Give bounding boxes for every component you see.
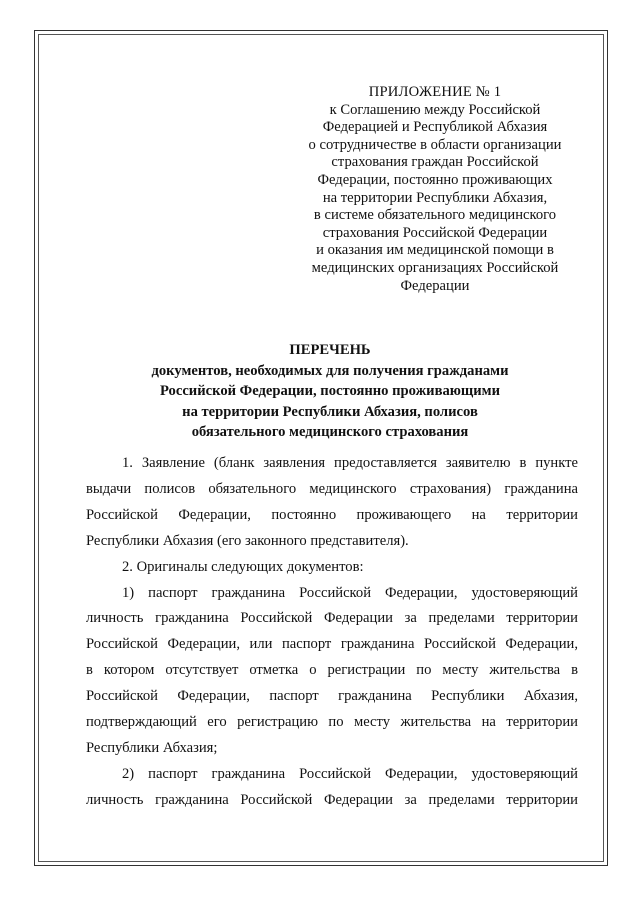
body-line: выдачи полисов обязательного медицинского страхования) гражданина (86, 480, 578, 497)
annex-line: страхования граждан Российской (331, 154, 539, 171)
body-line: Российской Федерации, или паспорт гражданина Российской Федерации, (86, 636, 578, 653)
annex-line: страхования Российской Федерации (322, 224, 548, 241)
body-line: 2) паспорт гражданина Российской Федерации, удостоверяющий (122, 765, 578, 782)
body-line: 2. Оригиналы следующих документов: (122, 558, 364, 575)
annex-line: Федерации (400, 277, 470, 294)
heading-line: документов, необходимых для получения гражданами (151, 362, 509, 379)
annex-title: ПРИЛОЖЕНИЕ № 1 (368, 84, 502, 100)
heading-line: Российской Федерации, постоянно проживающими (160, 383, 500, 399)
body-line: Республики Абхазия; (86, 739, 218, 756)
annex-line: и оказания им медицинской помощи в (316, 242, 554, 259)
body-line: Российской Федерации, постоянно проживающего на территории (86, 506, 578, 523)
body-line: в котором отсутствует отметка о регистрации по месту жительства в (86, 662, 578, 679)
annex-line: на территории Республики Абхазия, (322, 189, 548, 206)
heading-line: на территории Республики Абхазия, полисов (182, 403, 478, 420)
annex-line: медицинских организациях Российской (311, 259, 559, 276)
heading-line: обязательного медицинского страхования (191, 424, 469, 440)
body-line: Республики Абхазия (его законного представителя). (86, 532, 409, 549)
body-line: 1. Заявление (бланк заявления предоставляется заявителю в пункте (122, 455, 578, 471)
body-line: подтверждающий его регистрацию по месту жительства на территории (86, 714, 578, 731)
annex-line: Федерации, постоянно проживающих (317, 171, 553, 188)
annex-line: Федерацией и Республикой Абхазия (322, 119, 548, 136)
document-body (86, 451, 578, 814)
body-line: личность гражданина Российской Федерации за пределами территории (86, 791, 578, 808)
annex-line: к Соглашению между Российской (329, 101, 541, 118)
annex-block (300, 84, 570, 295)
annex-line: в системе обязательного медицинского (313, 207, 557, 224)
heading-title: ПЕРЕЧЕНЬ (289, 342, 371, 358)
body-line: Российской Федерации, паспорт гражданина Республики Абхазия, (86, 688, 578, 705)
body-line: 1) паспорт гражданина Российской Федерации, удостоверяющий (122, 584, 578, 601)
document-heading (80, 340, 580, 443)
annex-line: о сотрудничестве в области организации (308, 136, 562, 153)
body-line: личность гражданина Российской Федерации за пределами территории (86, 610, 578, 627)
